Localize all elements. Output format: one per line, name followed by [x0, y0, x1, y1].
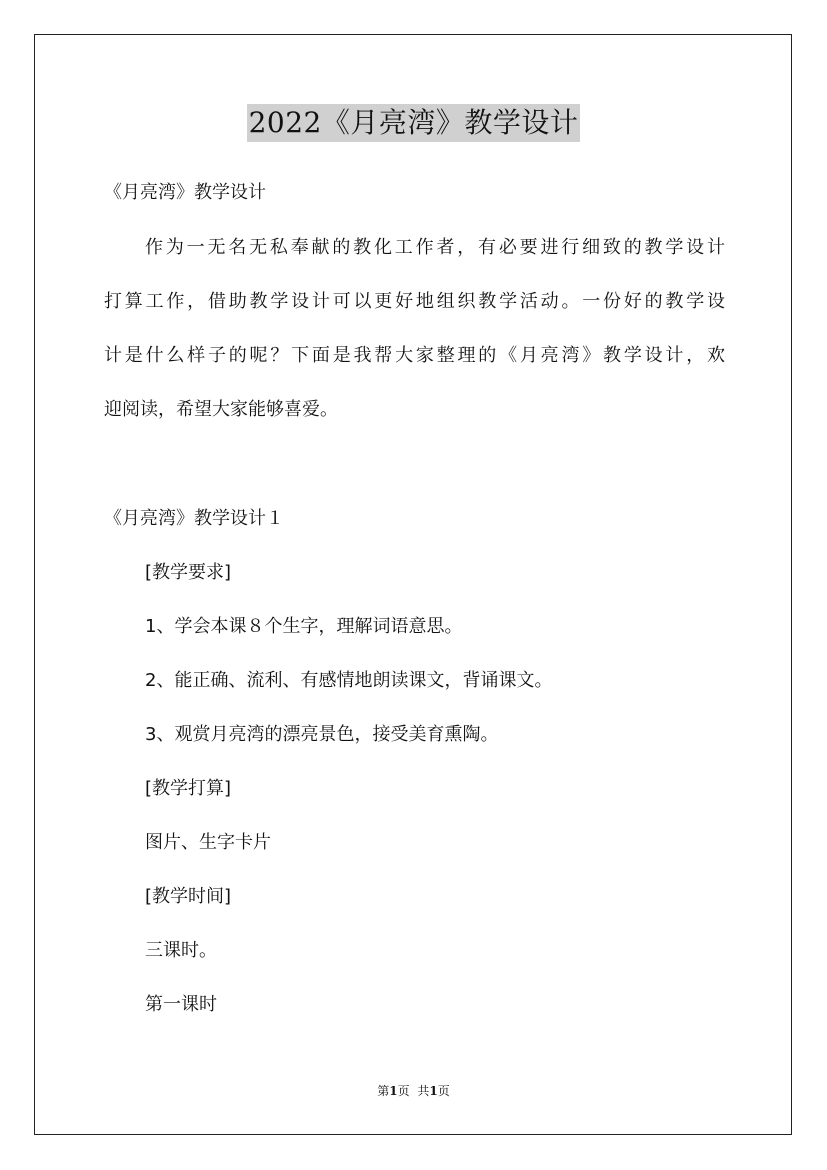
intro-line-1: 作为一无名无私奉献的教化工作者，有必要进行细致的教学设计	[145, 237, 725, 258]
requirement-item-3: 3、观赏月亮湾的漂亮景色，接受美育熏陶。	[145, 724, 499, 745]
preparation-heading: [教学打算]	[145, 778, 232, 799]
footer-page-number: 1	[389, 1084, 398, 1098]
intro-line-4: 迎阅读，希望大家能够喜爱。	[104, 399, 338, 420]
footer-total-suffix: 页	[437, 1084, 450, 1098]
lesson-heading: 第一课时	[145, 994, 217, 1015]
time-heading: [教学时间]	[145, 886, 232, 907]
footer-total-pages: 1	[429, 1084, 438, 1098]
time-text: 三课时。	[145, 940, 217, 961]
page-footer	[0, 1083, 827, 1099]
intro-line-2: 打算工作，借助教学设计可以更好地组织教学活动。一份好的教学设	[104, 291, 725, 312]
document-title: 2022《月亮湾》教学设计	[247, 104, 581, 142]
footer-page-prefix: 第	[377, 1084, 390, 1098]
requirement-item-1: 1、学会本课８个生字，理解词语意思。	[145, 616, 463, 637]
intro-line-3: 计是什么样子的呢？下面是我帮大家整理的《月亮湾》教学设计，欢	[104, 345, 725, 366]
preparation-text: 图片、生字卡片	[145, 832, 271, 853]
document-subtitle: 《月亮湾》教学设计	[104, 182, 266, 203]
requirement-item-2: 2、能正确、流利、有感情地朗读课文，背诵课文。	[145, 670, 553, 691]
footer-page-suffix: 页	[397, 1084, 410, 1098]
section-heading: 《月亮湾》教学设计１	[104, 508, 284, 529]
requirements-heading: [教学要求]	[145, 562, 232, 583]
title-container	[0, 104, 827, 142]
footer-total-prefix: 共	[417, 1084, 430, 1098]
